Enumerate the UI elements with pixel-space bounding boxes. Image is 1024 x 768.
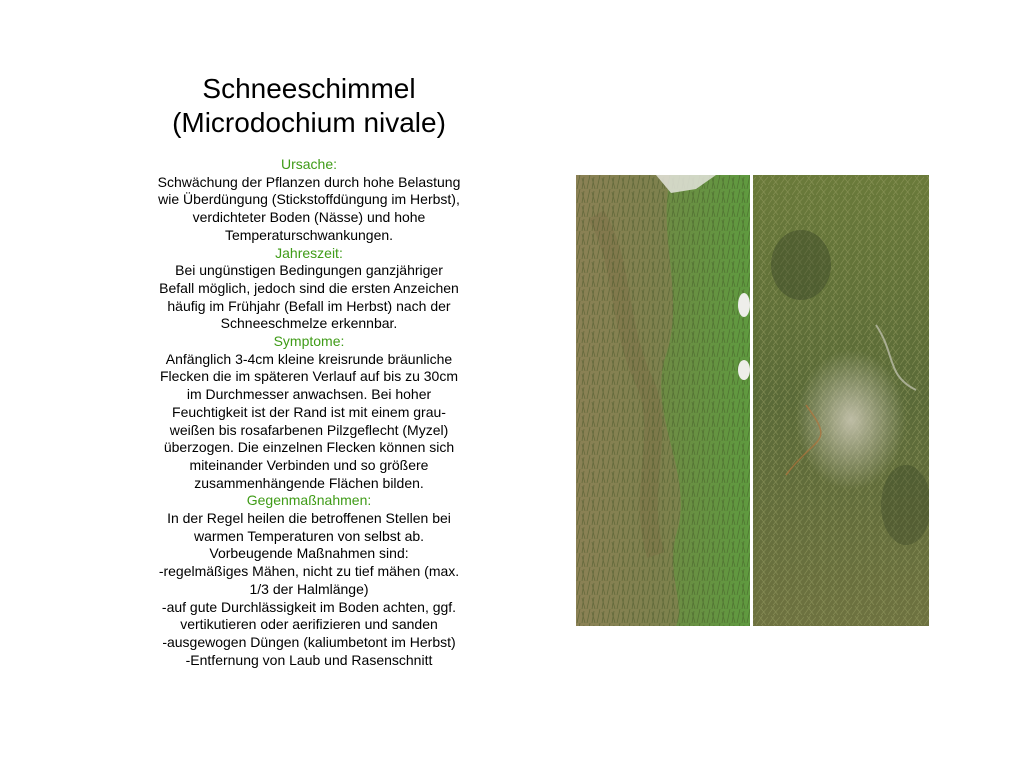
text-line: häufig im Frühjahr (Befall im Herbst) nach der bbox=[167, 297, 451, 314]
title-line-1: Schneeschimmel bbox=[202, 73, 416, 104]
slide-title bbox=[136, 72, 482, 140]
text-line: -auf gute Durchlässigkeit im Boden achten, ggf. bbox=[161, 598, 457, 615]
text-line: weißen bis rosafarbenen Pilzgeflecht (Myzel) bbox=[169, 421, 449, 438]
section-heading-jahreszeit: Jahreszeit: bbox=[275, 244, 343, 261]
text-line: -Entfernung von Laub und Rasenschnitt bbox=[185, 651, 433, 668]
text-line: Schneeschmelze erkennbar. bbox=[220, 315, 398, 332]
text-line: miteinander Verbinden und so größere bbox=[189, 456, 429, 473]
text-line: Befall möglich, jedoch sind die ersten Anzeichen bbox=[159, 279, 459, 296]
title-line-2: (Microdochium nivale) bbox=[172, 107, 446, 138]
text-line: Anfänglich 3-4cm kleine kreisrunde bräunliche bbox=[165, 350, 453, 367]
photo-illustration bbox=[576, 175, 929, 626]
text-line: -ausgewogen Düngen (kaliumbetont im Herbst) bbox=[162, 633, 456, 650]
description-text bbox=[130, 156, 488, 669]
text-line: vertikutieren oder aerifizieren und sanden bbox=[180, 616, 438, 633]
text-line: In der Regel heilen die betroffenen Stellen bei bbox=[167, 510, 451, 527]
text-line: Vorbeugende Maßnahmen sind: bbox=[209, 545, 409, 562]
text-line: Feuchtigkeit ist der Rand ist mit einem grau- bbox=[172, 403, 446, 420]
text-line: -regelmäßiges Mähen, nicht zu tief mähen (max. bbox=[158, 563, 460, 580]
photo-divider bbox=[750, 175, 753, 626]
lawn-disease-photo bbox=[576, 175, 929, 626]
text-line: 1/3 der Halmlänge) bbox=[249, 580, 369, 597]
text-line: warmen Temperaturen von selbst ab. bbox=[193, 527, 425, 544]
section-heading-ursache: Ursache: bbox=[280, 156, 338, 172]
text-line: Schwächung der Pflanzen durch hohe Belastung bbox=[157, 173, 461, 190]
text-line: überzogen. Die einzelnen Flecken können sich bbox=[163, 439, 455, 456]
section-heading-gegenmassnahmen: Gegenmaßnahmen: bbox=[246, 492, 372, 509]
text-line: im Durchmesser anwachsen. Bei hoher bbox=[186, 386, 432, 403]
text-line: Bei ungünstigen Bedingungen ganzjähriger bbox=[175, 262, 443, 279]
text-line: verdichteter Boden (Nässe) und hohe bbox=[192, 209, 426, 226]
section-heading-symptome: Symptome: bbox=[273, 333, 345, 350]
text-line: wie Überdüngung (Stickstoffdüngung im Herbst), bbox=[158, 191, 460, 208]
text-line: Temperaturschwankungen. bbox=[224, 226, 394, 243]
text-line: zusammenhängende Flächen bilden. bbox=[194, 474, 424, 491]
text-line: Flecken die im späteren Verlauf auf bis zu 30cm bbox=[159, 368, 459, 385]
